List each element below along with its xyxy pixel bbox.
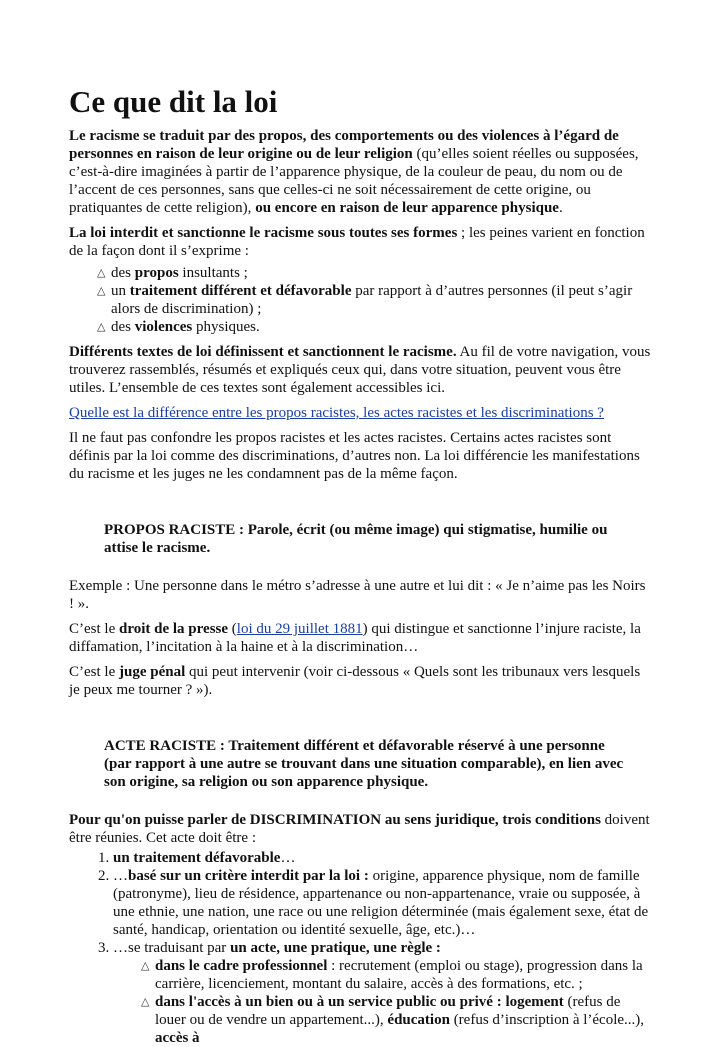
condition-text: origine, apparence physique, nom de famille (patronyme), lieu de résidence, appartenance ou non-appartenance, vraie ou supposée, à une ethnie, une nation, une race ou une religion déterminée (mais également sexe, état de santé, handicap, orientation ou identité sexuelle, âge, etc.)… [113,868,649,938]
context-bold: éducation [387,1012,450,1028]
item-bold: traitement différent et défavorable [129,283,352,299]
context-text: : recrutement (emploi ou stage), progression dans la carrière, licenciement, montant du salaire, accès à des formations, etc. ; [155,958,643,992]
context-bold: accès à [155,1030,200,1046]
context-item [141,957,653,993]
item-text: des [111,319,135,335]
context-bold: dans l'accès à un bien ou à un service public ou privé : logement [155,994,564,1010]
item-bold: propos [134,265,179,281]
list-item [97,282,653,318]
context-text: (refus d’inscription à l’école...), [449,1012,645,1028]
intro-bold-2: ou encore en raison de leur apparence physique [255,200,559,216]
law-1881-link[interactable]: loi du 29 juillet 1881 [236,621,363,637]
propos-raciste-definition: PROPOS RACISTE : Parole, écrit (ou même image) qui stigmatise, humilie ou attise le racisme. [104,522,608,556]
context-bold: dans le cadre professionnel [155,958,328,974]
intro-paragraph [69,127,653,217]
press-bold: droit de la presse [119,621,229,637]
discrimination-bold: Pour qu'on puisse parler de DISCRIMINATION au sens juridique, trois conditions [69,812,601,828]
contexts-list [113,957,653,1047]
condition-text: … [113,868,128,884]
judge-text: qui peut intervenir (voir ci-dessous « Quels sont les tribunaux vers lesquels je peux me tourner ? »). [69,664,641,698]
condition-bold: un acte, une pratique, une règle : [230,940,441,956]
discrimination-text: doivent être réunies. Cet acte doit être : [69,812,650,846]
example-paragraph: Exemple : Une personne dans le métro s’adresse à une autre et lui dit : « Je n’aime pas les Noirs ! ». [69,578,646,612]
law-text: ; les peines varient en fonction de la façon dont il s’exprime : [69,225,645,259]
condition-text: …se traduisant par [113,940,231,956]
item-text: un [111,283,130,299]
press-text: ( [228,621,237,637]
intro-text-2: . [558,200,563,216]
item-text: par rapport à d’autres personnes (il peut s’agir alors de discrimination) ; [111,283,633,317]
condition-item [113,939,653,1047]
page-title: Ce que dit la loi [69,84,278,119]
list-item [97,318,653,336]
item-text: insultants ; [178,265,248,281]
triangle-bullet-icon: △ [97,267,106,279]
intro-text-1: (qu’elles soient réelles ou supposées, c’est-à-dire imaginées à partir de l’apparence physique, de la couleur de peau, du nom ou de l’accent de ces personnes, sans que celles-ci ne soit nécessairement de cette origine, ou pratiquantes de cette religion), [69,146,639,216]
condition-item [113,867,653,939]
judge-paragraph [69,663,653,699]
texts-bold: Différents textes de loi définissent et sanctionnent le racisme. [69,344,457,360]
forms-list [69,264,653,336]
press-law-paragraph [69,620,653,656]
condition-bold: basé sur un critère interdit par la loi : [128,868,369,884]
triangle-bullet-icon: △ [141,960,150,972]
press-text: ) qui distingue et sanctionne l’injure raciste, la diffamation, l’incitation à la haine et à la discrimination… [69,621,641,655]
law-paragraph [69,224,653,260]
triangle-bullet-icon: △ [97,321,106,333]
link-paragraph [69,404,653,422]
triangle-bullet-icon: △ [141,996,150,1008]
acte-raciste-definition: ACTE RACISTE : Traitement différent et défavorable réservé à une personne (par rapport à une autre se trouvant dans une situation comparable), en lien avec son origine, sa religion ou son apparence physique. [104,738,624,790]
texts-text: Au fil de votre navigation, vous trouverez rassemblés, résumés et expliqués ceux qui, dans votre situation, peuvent vous être utiles. L’ensemble de ces textes sont également accessibles ici. [69,344,651,396]
triangle-bullet-icon: △ [97,285,106,297]
list-item [97,264,653,282]
condition-bold: un traitement défavorable [113,850,281,866]
distinction-paragraph: Il ne faut pas confondre les propos racistes et les actes racistes. Certains actes racistes sont définis par la loi comme des discriminations, d’autres non. La loi différencie les manifestations du racisme et les juges ne les condamnent pas de la même façon. [69,430,640,482]
law-bold: La loi interdit et sanctionne le racisme sous toutes ses formes [69,225,458,241]
press-text: C’est le [69,621,119,637]
context-item [141,993,653,1047]
texts-paragraph [69,343,653,397]
item-text: des [111,265,135,281]
conditions-list [69,849,653,1047]
item-text: physiques. [192,319,260,335]
item-bold: violences [134,319,193,335]
difference-link[interactable]: Quelle est la différence entre les propos racistes, les actes racistes et les discriminations ? [69,405,604,421]
condition-item [113,849,653,867]
condition-text: … [280,850,296,866]
judge-bold: juge pénal [119,664,186,680]
discrimination-paragraph [69,811,653,847]
context-text: (refus de louer ou de vendre un appartement...), [155,994,621,1028]
intro-bold-1: Le racisme se traduit par des propos, des comportements ou des violences à l’égard de personnes en raison de leur origine ou de leur religion [69,128,619,162]
document-page [69,84,653,1047]
judge-text: C’est le [69,664,119,680]
